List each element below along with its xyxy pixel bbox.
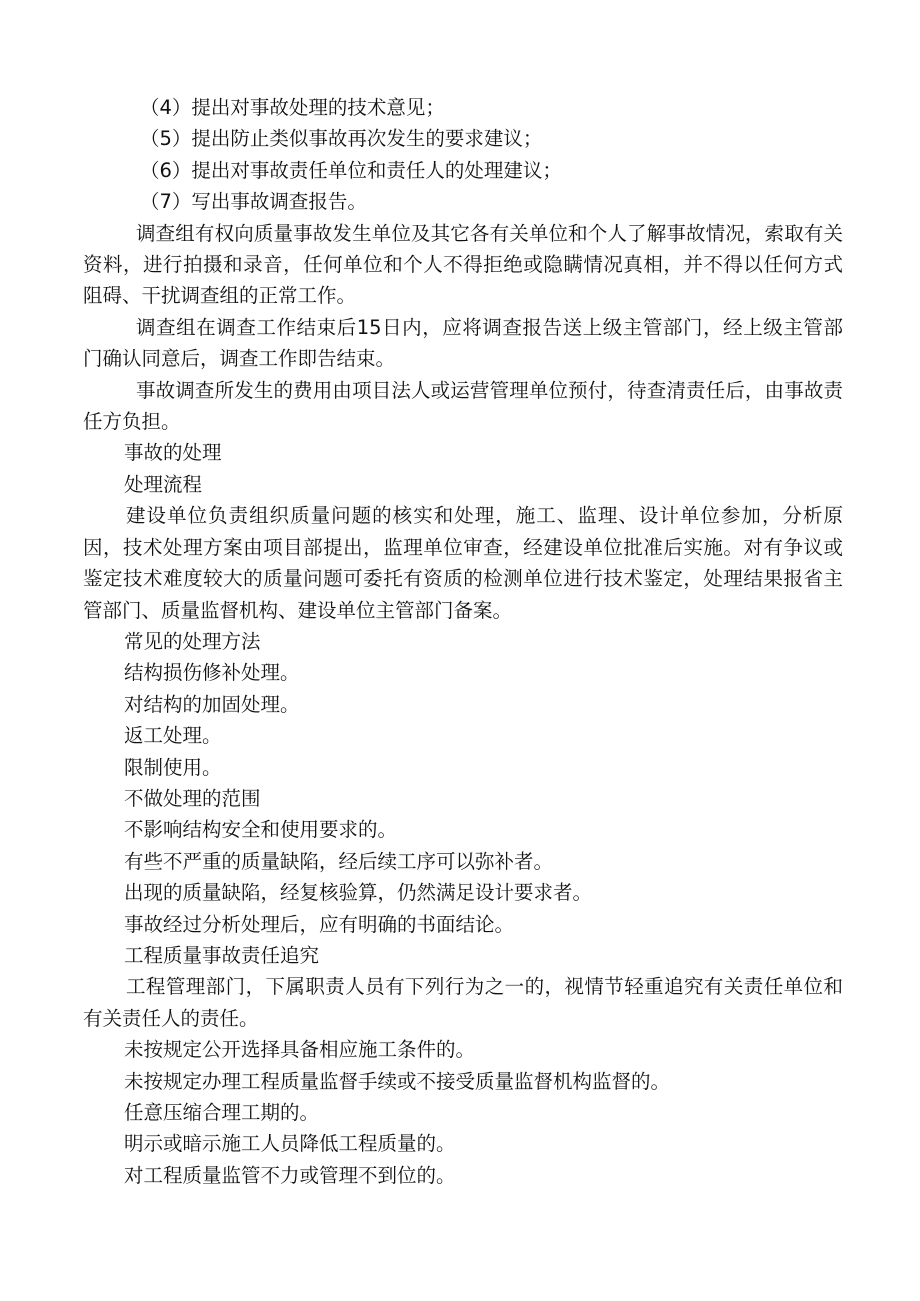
list-item: 有些不严重的质量缺陷，经后续工序可以弥补者。 xyxy=(124,849,554,873)
paragraph-report-deadline: 调查组在调查工作结束后15日内，应将调查报告送上级主管部门，经上级主管部门确认同意后，调查工作即告结束。 xyxy=(83,315,843,371)
section-heading-no-handling: 不做处理的范围 xyxy=(124,786,261,810)
list-item: 任意压缩合理工期的。 xyxy=(124,1101,320,1124)
list-item: 未按规定办理工程质量监督手续或不接受质量监督机构监督的。 xyxy=(124,1069,671,1093)
list-item: 事故经过分析处理后，应有明确的书面结论。 xyxy=(124,912,515,936)
document-body xyxy=(83,92,843,1191)
list-item: 限制使用。 xyxy=(124,755,222,779)
paragraph-accountability: 工程管理部门，下属职责人员有下列行为之一的，视情节轻重追究有关责任单位和有关责任人的责任。 xyxy=(83,975,843,1030)
list-item: 未按规定公开选择具备相应施工条件的。 xyxy=(124,1038,476,1062)
list-item: 对结构的加固处理。 xyxy=(124,692,300,716)
section-heading-handling: 事故的处理 xyxy=(124,441,222,465)
list-item: 出现的质量缺陷，经复核验算，仍然满足设计要求者。 xyxy=(124,881,593,905)
list-item: 不影响结构安全和使用要求的。 xyxy=(124,818,398,842)
paragraph-investigation-rights: 调查组有权向质量事故发生单位及其它各有关单位和个人了解事故情况，索取有关资料，进行拍摄和录音，任何单位和个人不得拒绝或隐瞒情况真相，并不得以任何方式阻碍、干扰调查组的正常工作。 xyxy=(83,221,843,308)
section-heading-accountability: 工程质量事故责任追究 xyxy=(124,943,320,967)
list-item: 结构损伤修补处理。 xyxy=(124,661,300,685)
list-item: （4）提出对事故处理的技术意见； xyxy=(140,96,445,119)
section-heading-methods: 常见的处理方法 xyxy=(124,629,261,653)
list-item: （6）提出对事故责任单位和责任人的处理建议； xyxy=(140,158,562,182)
section-heading-process: 处理流程 xyxy=(124,472,203,496)
list-item: 返工处理。 xyxy=(124,724,222,748)
list-item: 明示或暗示施工人员降低工程质量的。 xyxy=(124,1132,456,1156)
list-item: 对工程质量监管不力或管理不到位的。 xyxy=(124,1163,456,1187)
list-item: （5）提出防止类似事故再次发生的要求建议； xyxy=(140,127,543,151)
paragraph-investigation-costs: 事故调查所发生的费用由项目法人或运营管理单位预付，待查清责任后，由事故责任方负担。 xyxy=(83,378,843,434)
list-item: （7）写出事故调查报告。 xyxy=(140,190,367,214)
paragraph-process: 建设单位负责组织质量问题的核实和处理，施工、监理、设计单位参加，分析原因，技术处理方案由项目部提出，监理单位审查，经建设单位批准后实施。对有争议或鉴定技术难度较大的质量问题可委托有资质的检测单位进行技术鉴定，处理结果报省主管部门、质量监督机构、建设单位主管部门备案。 xyxy=(83,504,843,622)
